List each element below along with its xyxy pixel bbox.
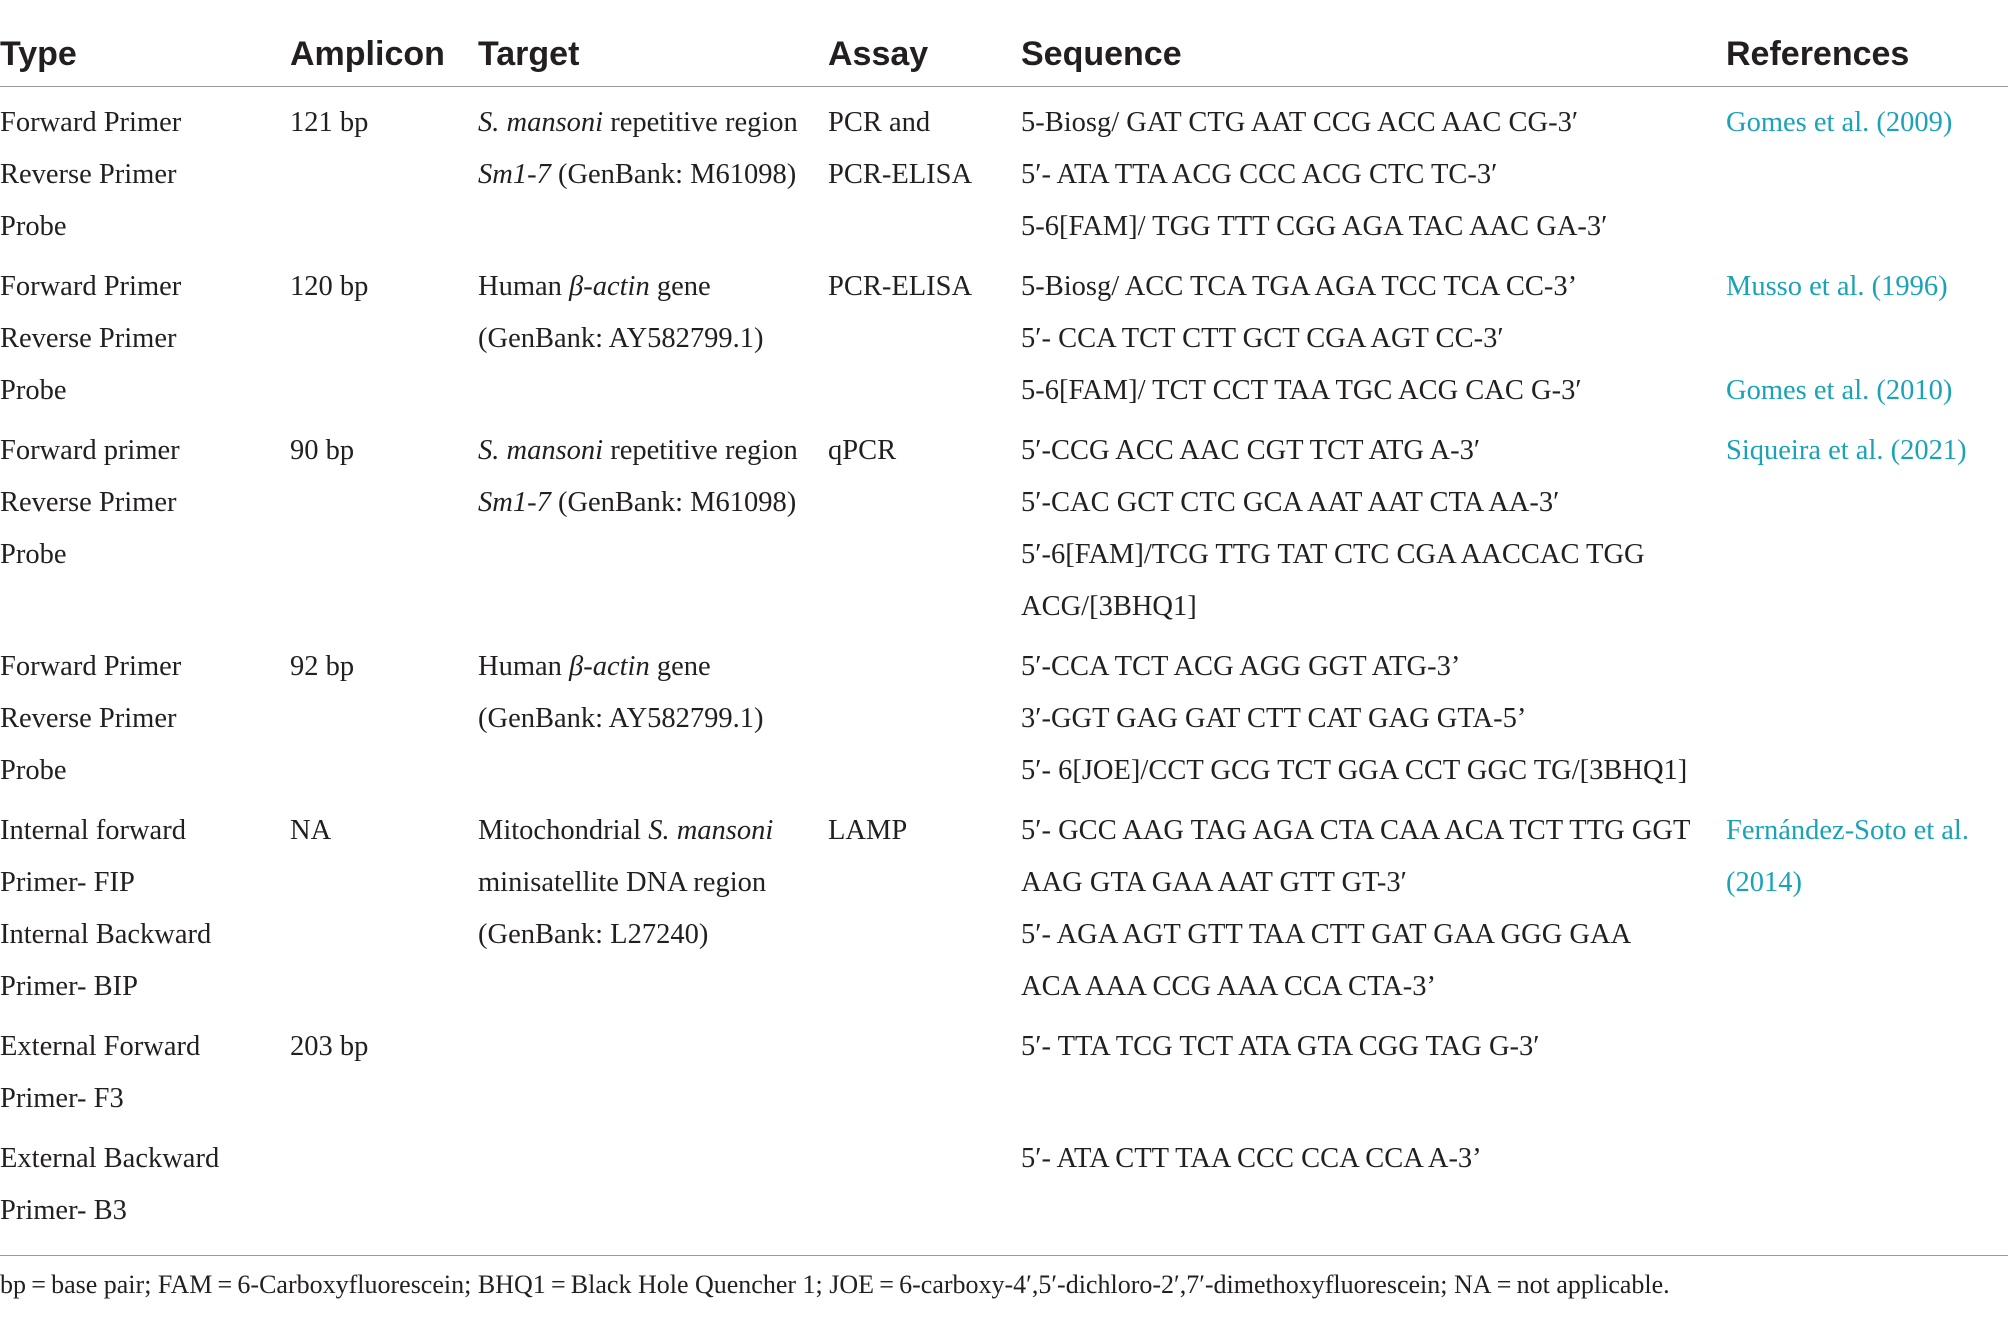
assay-line: PCR-ELISA — [828, 159, 973, 190]
type-line: Primer- F3 — [0, 1083, 124, 1114]
type-line: Probe — [0, 755, 67, 786]
target-italic: Sm1-7 — [478, 159, 551, 190]
sequence-line: 5′-CCA TCT ACG AGG GGT ATG-3’ — [1021, 651, 1461, 682]
amplicon-cell — [290, 797, 478, 1013]
target-cell — [478, 633, 828, 797]
reference-spacer — [1726, 641, 2008, 693]
type-line: Primer- BIP — [0, 971, 138, 1002]
table-row — [0, 1013, 2008, 1125]
sequence-line: 5-6[FAM]/ TCT CCT TAA TGC ACG CAC G-3′ — [1021, 375, 1582, 406]
amplicon-cell — [290, 253, 478, 417]
type-line: External Forward — [0, 1031, 201, 1062]
target-cell — [478, 797, 828, 1013]
target-text: (GenBank: M61098) — [550, 487, 797, 518]
header-row — [0, 0, 2008, 87]
amplicon-value: 90 bp — [290, 435, 355, 466]
table-footnote: bp = base pair; FAM = 6-Carboxyfluorescein; BHQ1 = Black Hole Quencher 1; JOE = 6-carboxy-4′,5′-dichloro-2′,7′-dimethoxyfluorescein; NA = not applicable. — [0, 1270, 1670, 1299]
target-text: Human — [478, 271, 570, 302]
sequence-line: 5′-6[FAM]/TCG TTG TAT CTC CGA AACCAC TGG — [1021, 539, 1645, 570]
target-text: Human — [478, 651, 570, 682]
sequence-cell — [1021, 633, 1726, 797]
amplicon-value: 120 bp — [290, 271, 369, 302]
assay-line: PCR-ELISA — [828, 271, 973, 302]
assay-cell — [828, 797, 1021, 1013]
target-line — [478, 641, 828, 693]
reference-cell — [1726, 1125, 2008, 1256]
amplicon-cell — [290, 417, 478, 633]
header-type: Type — [0, 0, 290, 87]
table-row — [0, 797, 2008, 1013]
sequence-line: 5′- GCC AAG TAG AGA CTA CAA ACA TCT TTG GGT — [1021, 815, 1691, 846]
amplicon-cell — [290, 87, 478, 254]
amplicon-cell — [290, 1013, 478, 1125]
header-assay: Assay — [828, 0, 1021, 87]
assay-cell — [828, 87, 1021, 254]
sequence-line: AAG GTA GAA AAT GTT GT-3′ — [1021, 867, 1407, 898]
table-row — [0, 253, 2008, 417]
reference-link[interactable]: (2014) — [1726, 867, 1802, 898]
sequence-cell — [1021, 1013, 1726, 1125]
table-row — [0, 633, 2008, 797]
reference-link[interactable]: Musso et al. (1996) — [1726, 271, 1948, 302]
target-italic: S. mansoni — [648, 815, 774, 846]
type-cell — [0, 87, 290, 254]
type-line: Internal Backward — [0, 919, 212, 950]
type-line: Primer- FIP — [0, 867, 135, 898]
type-line: Forward Primer — [0, 271, 182, 302]
target-line: (GenBank: L27240) — [478, 919, 709, 950]
target-cell — [478, 87, 828, 254]
target-line: (GenBank: AY582799.1) — [478, 703, 764, 734]
target-cell — [478, 253, 828, 417]
sequence-cell — [1021, 253, 1726, 417]
type-line: Reverse Primer — [0, 703, 177, 734]
sequence-line: 5-Biosg/ GAT CTG AAT CCG ACC AAC CG-3′ — [1021, 107, 1579, 138]
reference-link[interactable]: Fernández-Soto et al. — [1726, 815, 1969, 846]
target-italic: Sm1-7 — [478, 487, 551, 518]
target-italic: β-actin — [569, 271, 650, 302]
type-line: Reverse Primer — [0, 323, 177, 354]
sequence-line: ACA AAA CCG AAA CCA CTA-3’ — [1021, 971, 1437, 1002]
target-line — [478, 477, 828, 529]
assay-cell — [828, 1125, 1021, 1256]
type-cell — [0, 1013, 290, 1125]
target-italic: S. mansoni — [478, 107, 604, 138]
sequence-line: 5′- 6[JOE]/CCT GCG TCT GGA CCT GGC TG/[3BHQ1] — [1021, 755, 1688, 786]
sequence-line: 5-6[FAM]/ TGG TTT CGG AGA TAC AAC GA-3′ — [1021, 211, 1608, 242]
header-target: Target — [478, 0, 828, 87]
target-text: Mitochondrial — [478, 815, 649, 846]
sequence-line — [1021, 1073, 1726, 1125]
reference-spacer — [1726, 313, 2008, 365]
assay-line — [828, 641, 1021, 693]
table-row — [0, 87, 2008, 254]
sequence-line: 5′- AGA AGT GTT TAA CTT GAT GAA GGG GAA — [1021, 919, 1632, 950]
amplicon-cell — [290, 1125, 478, 1256]
type-line: Probe — [0, 375, 67, 406]
amplicon-value: 92 bp — [290, 651, 355, 682]
header-references: References — [1726, 0, 2008, 87]
amplicon-cell — [290, 633, 478, 797]
amplicon-value: 203 bp — [290, 1031, 369, 1062]
target-italic: S. mansoni — [478, 435, 604, 466]
sequence-line: 3′-GGT GAG GAT CTT CAT GAG GTA-5’ — [1021, 703, 1527, 734]
target-text: gene — [649, 651, 711, 682]
assay-cell — [828, 253, 1021, 417]
assay-cell — [828, 633, 1021, 797]
sequence-cell — [1021, 87, 1726, 254]
type-line: Internal forward — [0, 815, 186, 846]
type-line: Reverse Primer — [0, 487, 177, 518]
type-line: Forward primer — [0, 435, 180, 466]
header-amplicon: Amplicon — [290, 0, 478, 87]
sequence-line — [1021, 1185, 1726, 1237]
assay-line: qPCR — [828, 435, 897, 466]
assay-line: LAMP — [828, 815, 908, 846]
amplicon-value — [290, 1133, 478, 1185]
target-line — [478, 97, 828, 149]
sequence-line: 5-Biosg/ ACC TCA TGA AGA TCC TCA CC-3’ — [1021, 271, 1578, 302]
type-line: Forward Primer — [0, 651, 182, 682]
amplicon-value: 121 bp — [290, 107, 369, 138]
type-cell — [0, 417, 290, 633]
reference-cell — [1726, 797, 2008, 1013]
reference-link[interactable]: Gomes et al. (2009) — [1726, 107, 1953, 138]
sequence-line: 5′- CCA TCT CTT GCT CGA AGT CC-3′ — [1021, 323, 1504, 354]
assay-line: PCR and — [828, 107, 931, 138]
type-line: External Backward — [0, 1143, 220, 1174]
sequence-cell — [1021, 417, 1726, 633]
table-row — [0, 1125, 2008, 1256]
sequence-cell — [1021, 1125, 1726, 1256]
type-cell — [0, 633, 290, 797]
reference-cell — [1726, 1013, 2008, 1125]
sequence-line: 5′- ATA TTA ACG CCC ACG CTC TC-3′ — [1021, 159, 1498, 190]
target-line — [478, 425, 828, 477]
type-line: Forward Primer — [0, 107, 182, 138]
reference-cell — [1726, 87, 2008, 254]
target-line: (GenBank: AY582799.1) — [478, 323, 764, 354]
reference-link[interactable]: Gomes et al. (2010) — [1726, 375, 1953, 406]
reference-cell — [1726, 633, 2008, 797]
assay-cell — [828, 1013, 1021, 1125]
type-line: Reverse Primer — [0, 159, 177, 190]
reference-cell — [1726, 253, 2008, 417]
target-text: (GenBank: M61098) — [550, 159, 797, 190]
header-sequence: Sequence — [1021, 0, 1726, 87]
assay-cell — [828, 417, 1021, 633]
sequence-cell — [1021, 797, 1726, 1013]
sequence-line: 5′-CAC GCT CTC GCA AAT AAT CTA AA-3′ — [1021, 487, 1560, 518]
target-text: gene — [649, 271, 711, 302]
target-text: repetitive region — [603, 435, 798, 466]
target-line: minisatellite DNA region — [478, 867, 767, 898]
target-cell — [478, 417, 828, 633]
amplicon-value: NA — [290, 815, 332, 846]
target-text: repetitive region — [603, 107, 798, 138]
sequence-line: 5′-CCG ACC AAC CGT TCT ATG A-3′ — [1021, 435, 1481, 466]
type-line: Probe — [0, 539, 67, 570]
type-cell — [0, 797, 290, 1013]
reference-cell — [1726, 417, 2008, 633]
type-line: Primer- B3 — [0, 1195, 127, 1226]
reference-link[interactable]: Siqueira et al. (2021) — [1726, 435, 1967, 466]
target-cell — [478, 1125, 828, 1256]
table-row — [0, 417, 2008, 633]
type-cell — [0, 253, 290, 417]
type-line: Probe — [0, 211, 67, 242]
sequence-line: 5′- ATA CTT TAA CCC CCA CCA A-3’ — [1021, 1143, 1482, 1174]
sequence-line: ACG/[3BHQ1] — [1021, 591, 1197, 622]
target-line — [478, 805, 828, 857]
target-line — [478, 261, 828, 313]
target-line — [478, 149, 828, 201]
sequence-line: 5′- TTA TCG TCT ATA GTA CGG TAG G-3′ — [1021, 1031, 1540, 1062]
type-cell — [0, 1125, 290, 1256]
target-italic: β-actin — [569, 651, 650, 682]
target-cell — [478, 1013, 828, 1125]
